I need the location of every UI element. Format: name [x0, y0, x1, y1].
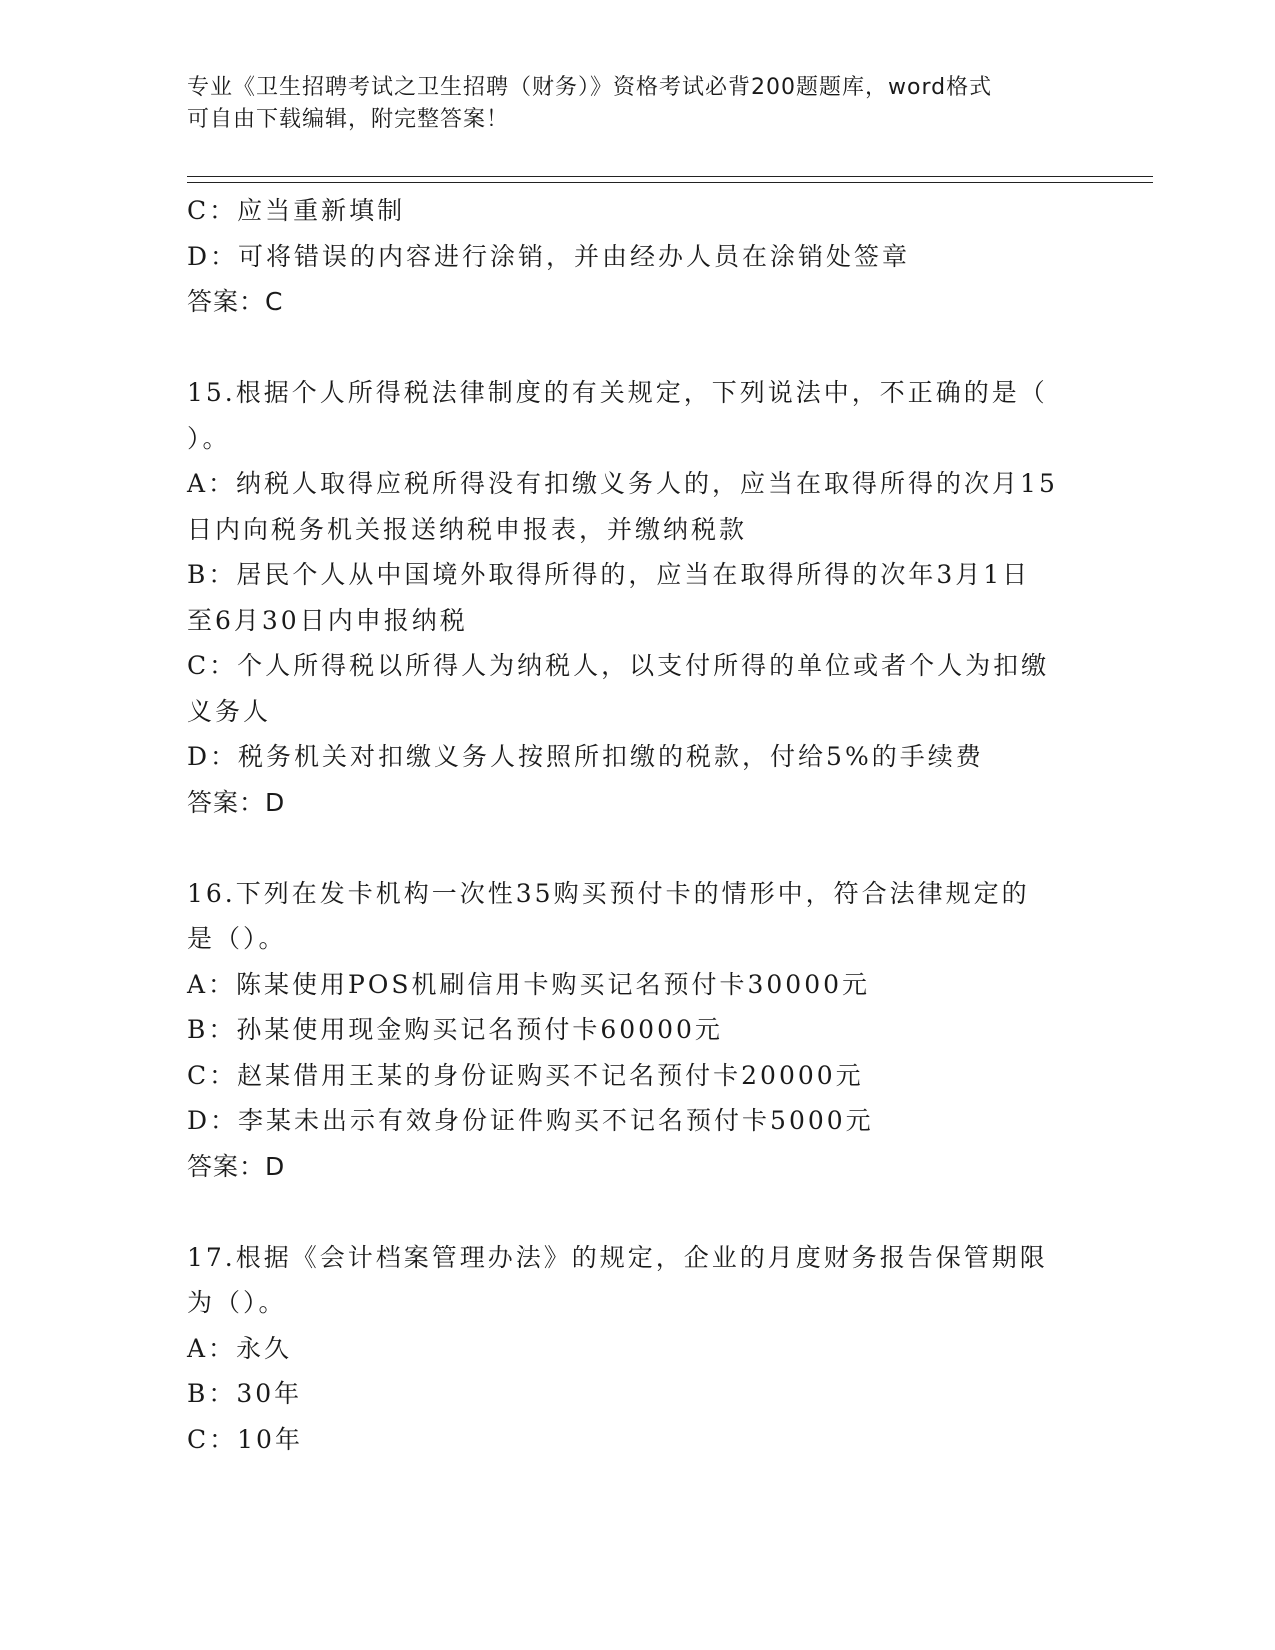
header-title-line-2: 可自由下载编辑，附完整答案！	[187, 107, 510, 132]
question-list	[187, 188, 1087, 1462]
q15-option-c-cont: 义务人	[187, 696, 272, 726]
spacer	[187, 825, 1087, 871]
q16-stem-cont: 是（）。	[187, 924, 287, 953]
q15-option-a: A：纳税人取得应税所得没有扣缴义务人的，应当在取得所得的次月15	[187, 469, 1058, 498]
q16-option-d: D：李某未出示有效身份证件购买不记名预付卡5000元	[187, 1106, 874, 1135]
q16-stem: 16.下列在发卡机构一次性35购买预付卡的情形中，符合法律规定的	[187, 878, 1030, 908]
q15-answer: 答案：D	[187, 787, 286, 817]
q17-option-c: C：10年	[187, 1424, 303, 1454]
q14-option-d: D：可将错误的内容进行涂销，并由经办人员在涂销处签章	[187, 241, 911, 271]
q16-answer: 答案：D	[187, 1151, 286, 1181]
header-divider-top	[187, 176, 1153, 177]
q15-option-b-cont: 至6月30日内申报纳税	[187, 605, 468, 635]
q15-option-d: D：税务机关对扣缴义务人按照所扣缴的税款，付给5%的手续费	[187, 742, 984, 771]
q14-answer: 答案：C	[187, 287, 284, 316]
q17-stem: 17.根据《会计档案管理办法》的规定，企业的月度财务报告保管期限	[187, 1242, 1048, 1272]
document-header	[187, 72, 1067, 136]
q15-stem-cont: ）。	[187, 423, 231, 453]
header-title-line-1: 专业《卫生招聘考试之卫生招聘（财务）》资格考试必背200题题库，word格式	[187, 75, 993, 100]
spacer	[187, 1189, 1087, 1235]
q17-stem-cont: 为（）。	[187, 1288, 287, 1317]
q15-stem: 15.根据个人所得税法律制度的有关规定，下列说法中，不正确的是（	[187, 378, 1048, 407]
q16-option-a: A：陈某使用POS机刷信用卡购买记名预付卡30000元	[187, 969, 871, 999]
q17-option-a: A：永久	[187, 1333, 293, 1363]
header-divider-bottom	[187, 182, 1153, 183]
q14-option-c: C：应当重新填制	[187, 196, 406, 225]
spacer	[187, 325, 1087, 371]
q15-option-b: B：居民个人从中国境外取得所得的，应当在取得所得的次年3月1日	[187, 560, 1031, 589]
q16-option-b: B：孙某使用现金购买记名预付卡60000元	[187, 1015, 723, 1044]
q15-option-c: C：个人所得税以所得人为纳税人，以支付所得的单位或者个人为扣缴	[187, 651, 1050, 680]
q16-option-c: C：赵某借用王某的身份证购买不记名预付卡20000元	[187, 1060, 864, 1090]
q15-option-a-cont: 日内向税务机关报送纳税申报表，并缴纳税款	[187, 514, 748, 544]
q17-option-b: B：30年	[187, 1379, 303, 1408]
